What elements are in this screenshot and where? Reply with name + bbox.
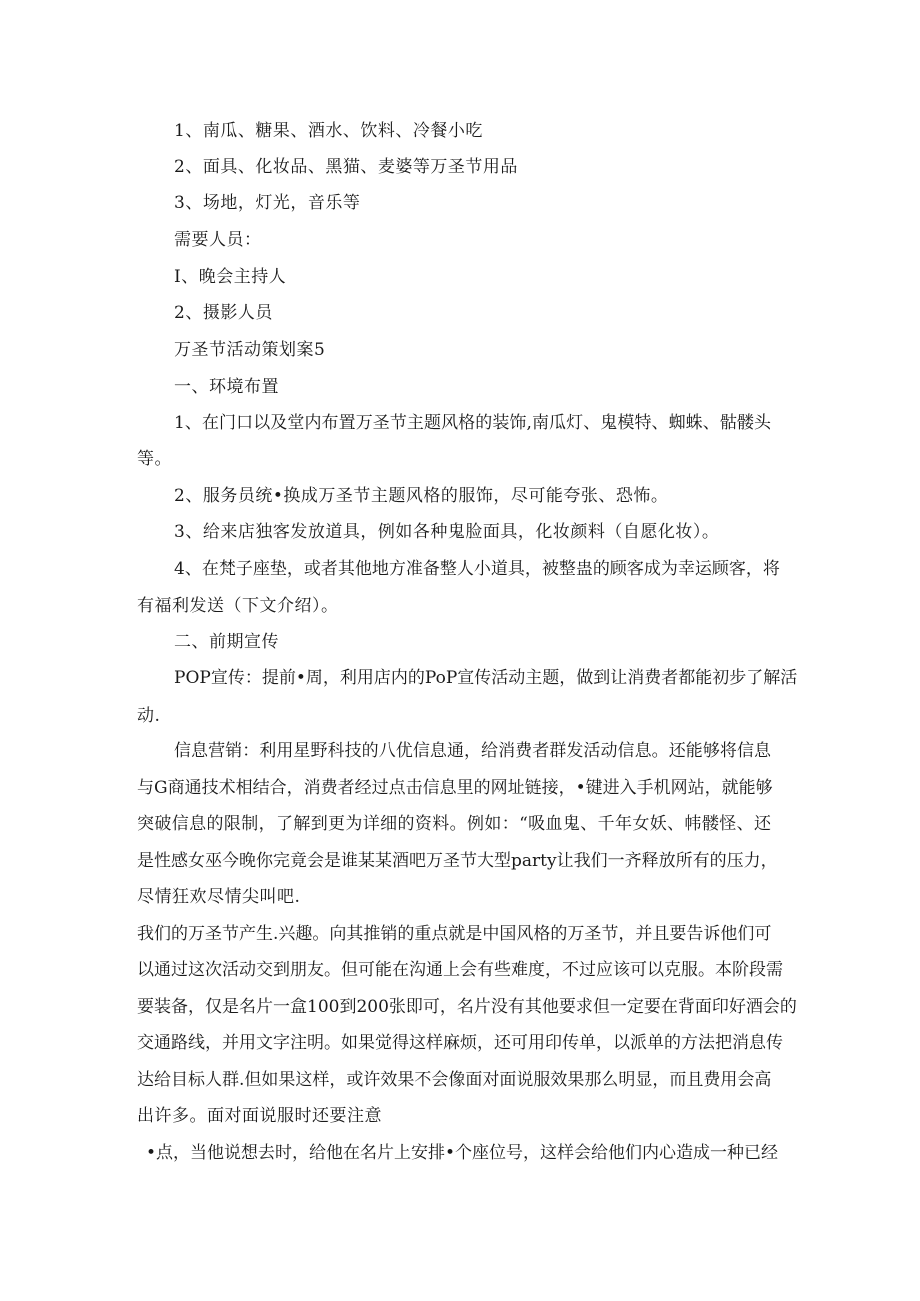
- paragraph-line: 是性感女巫今晚你完竟会是谁某某酒吧万圣节大型party让我们一齐释放所有的压力，: [137, 851, 778, 871]
- paragraph-line: •点，当他说想去时，给他在名片上安排•个座位号，这样会给他们内心造成一种已经: [146, 1143, 779, 1163]
- paragraph-line: 交通路线，并用文字注明。如果觉得这样麻烦，还可用印传单，以派单的方法把消息传: [137, 1033, 783, 1053]
- section-heading: 二、前期宣传: [174, 632, 279, 652]
- paragraph-line: 与G商通技术相结合，消费者经过点击信息里的网址链接，•键进入手机网站，就能够: [137, 778, 773, 798]
- paragraph-line: 动.: [137, 706, 161, 726]
- section-heading: 一、环境布置: [174, 377, 279, 397]
- paragraph-line: 要装备，仅是名片一盒100到200张即可，名片没有其他要求但一定要在背面印好酒会的: [137, 997, 797, 1017]
- section-heading: 需要人员：: [174, 230, 262, 250]
- paragraph-line: 达给目标人群.但如果这样，或许效果不会像面对面说服效果那么明显，而且费用会高: [137, 1070, 772, 1090]
- paragraph-line: 出许多。面对面说服时还要注意: [137, 1106, 382, 1126]
- list-item: 2、摄影人员: [174, 303, 273, 323]
- paragraph-line: 有福利发送（下文介绍）。: [137, 596, 339, 616]
- paragraph-line: 4、在梵子座垫，或者其他地方准备整人小道具，被整蛊的顾客成为幸运顾客，将: [174, 559, 780, 579]
- paragraph-line: 1、在门口以及堂内布置万圣节主题风格的装饰,南瓜灯、鬼模特、蜘蛛、骷髅头: [174, 413, 771, 433]
- paragraph-line: 尽情狂欢尽情尖叫吧.: [137, 887, 301, 907]
- paragraph-line: 我们的万圣节产生.兴趣。向其推销的重点就是中国风格的万圣节，并且要告诉他们可: [137, 924, 772, 944]
- list-item: 3、场地，灯光，音乐等: [174, 193, 361, 213]
- list-item: 2、面具、化妆品、黑猫、麦婆等万圣节用品: [174, 157, 518, 177]
- list-item: 1、南瓜、糖果、酒水、饮料、冷餐小吃: [174, 121, 483, 141]
- paragraph-line: 2、服务员统•换成万圣节主题风格的服饰，尽可能夸张、恐怖。: [174, 486, 669, 506]
- paragraph-line: 等。: [137, 449, 172, 469]
- paragraph-line: 以通过这次活动交到朋友。但可能在沟通上会有些难度，不过应该可以克服。本阶段需: [137, 960, 783, 980]
- list-item: I、晚会主持人: [174, 267, 287, 287]
- paragraph-line: 3、给来店独客发放道具，例如各种鬼脸面具，化妆颜料（自愿化妆）。: [174, 522, 720, 542]
- document-title: 万圣节活动策划案5: [174, 340, 326, 360]
- paragraph-line: POP宣传：提前•周，利用店内的PoP宣传活动主题，做到让消费者都能初步了解活: [174, 668, 798, 688]
- paragraph-line: 信息营销：利用星野科技的八优信息通，给消费者群发活动信息。还能够将信息: [174, 741, 771, 761]
- paragraph-line: 突破信息的限制，了解到更为详细的资料。例如：“吸血鬼、千年女妖、帏髅怪、还: [137, 814, 771, 834]
